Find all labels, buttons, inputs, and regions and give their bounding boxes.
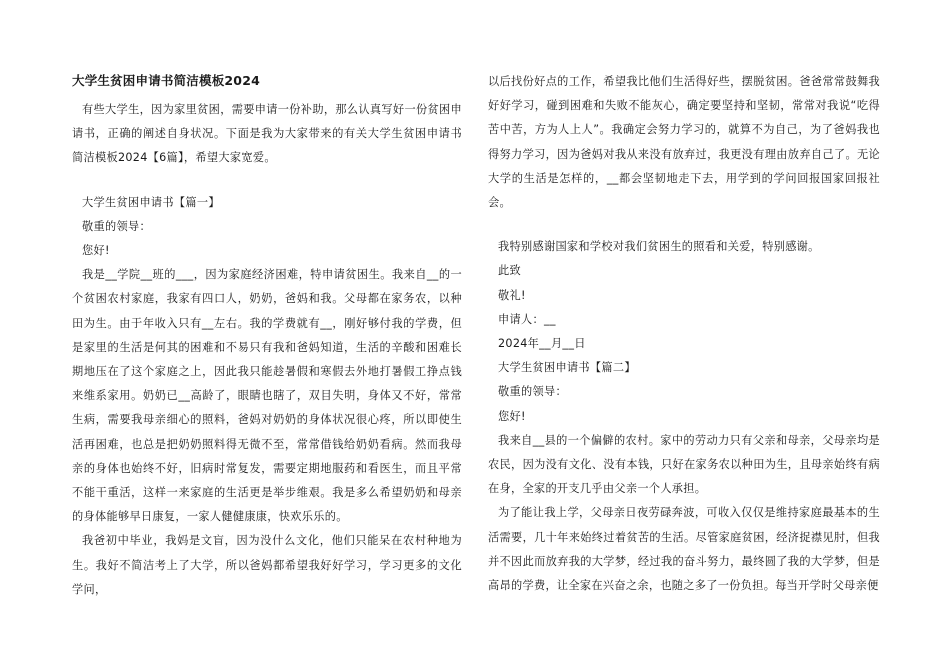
body-paragraph: 我来自__县的一个偏僻的农村。家中的劳动力只有父亲和母亲，父母亲均是农民，因为没有文化、没有本钱，只好在家务农以种田为生，且母亲始终有病在身，全家的开支几乎由父亲一个人承担。 <box>488 433 880 496</box>
document-title: 大学生贫困申请书简洁模板2024 <box>72 73 260 88</box>
body-paragraph: 为了能让我上学，父母亲日夜劳碌奔波，可收入仅仅是维持家庭最基本的生活需要，几十年来始终过着贫苦的生活。尽管家庭贫困，经济捉襟见肘，但我并不因此而放弃我的大学梦，经过我的奋斗努力，最终圆了我的大学梦，但是高昂的学费，让全家在兴奋之余，也随之多了一份负担。每当开学时父母亲便 <box>488 506 880 593</box>
body-paragraph-continued: 以后找份好点的工作，希望我比他们生活得好些，摆脱贫困。爸爸常常鼓舞我好好学习，碰到困难和失败不能灰心，确定要坚持和坚韧，常常对我说“吃得苦中苦，方为人上人”。我确定会努力学习的，就算不为自己，为了爸妈我也得努力学习，因为爸妈对我从来没有放弃过，我更没有理由放弃自己了。无论大学的生活是怎样的，__都会坚韧地走下去，用学到的学问回报国家回报社会。 <box>488 75 880 210</box>
date-line: 2024年__月__日 <box>498 337 586 351</box>
salutation: 敬重的领导： <box>498 385 567 399</box>
spacer <box>488 215 880 235</box>
greeting: 您好! <box>498 409 526 423</box>
applicant-line: 申请人：__ <box>498 312 556 326</box>
body-paragraph: 我爸初中毕业，我妈是文盲，因为没什么文化，他们只能呆在农村种地为生。我好不简洁考上了大学，所以爸妈都希望我好好学习，学习更多的文化学问， <box>72 534 462 596</box>
body-paragraph: 我是__学院__班的___，因为家庭经济困难，特申请贫困生。我来自__的一个贫困农村家庭，我家有四口人，奶奶，爸妈和我。父母都在家务农，以种田为生。由于年收入只有__左右。我的学费就有__，刚好够付我的学费，但是家里的生活是何其的困难和不易只有我和爸妈知道，生活的辛酸和困难长期地压在了这个家庭之上，因此我只能趁暑假和寒假去外地打暑假工挣点钱来维系家用。奶奶已__高龄了，眼睛也瞎了，双目失明，身体又不好，常常生病，需要我母亲细心的照料，爸妈对奶奶的身体状况很心疼，所以即使生活再困难，也总是把奶奶照料得无微不至，常常借钱给奶奶看病。然而我母亲的身体也始终不好，旧病时常复发，需要定期地服药和看医生，而且平常不能干重活，这样一来家庭的生活更是举步维艰。我是多么希望奶奶和母亲的身体能够早日康复，一家人健健康康，快欢乐乐的。 <box>72 268 462 524</box>
left-column <box>72 70 462 602</box>
thanks-paragraph: 我特别感谢国家和学校对我们贫困生的照看和关爱，特别感谢。 <box>498 240 820 254</box>
intro-paragraph: 有些大学生，因为家里贫困，需要申请一份补助，那么认真写好一份贫困申请书，正确的阐述自身状况。下面是我为大家带来的有关大学生贫困申请书简洁模板2024【6篇】，希望大家宽爱。 <box>72 103 462 165</box>
section-heading-1: 大学生贫困申请书【篇一】 <box>82 195 220 209</box>
salutation: 敬重的领导： <box>82 219 151 233</box>
spacer <box>72 171 462 191</box>
section-heading-2: 大学生贫困申请书【篇二】 <box>498 361 636 375</box>
closing-line: 此致 <box>498 264 521 278</box>
greeting: 您好! <box>82 244 110 258</box>
right-column <box>488 70 880 598</box>
closing-line: 敬礼! <box>498 288 526 302</box>
